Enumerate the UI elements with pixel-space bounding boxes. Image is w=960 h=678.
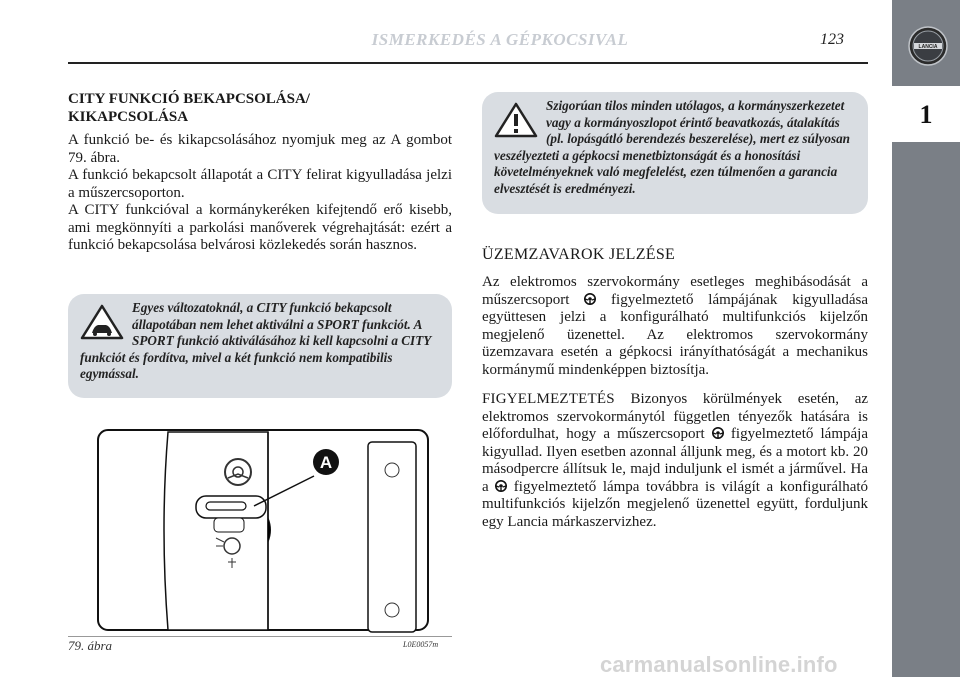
warning-triangle-icon: [494, 102, 538, 138]
note-box: Egyes változatoknál, a CITY funkció bekapcsolt állapotában nem lehet aktiválni a SPORT funkciót. A SPORT funkció aktiválásához ki kell kapcsolni a CITY funkciót és fordítva, mivel a két funkció nem kompatibilis egymással.: [68, 294, 452, 398]
lancia-logo-icon: [908, 26, 948, 66]
header-rule: [68, 62, 868, 64]
paragraph: Az elektromos szervokormány esetleges meghibásodását a műszercsoport figyelmeztető lámpájának kigyulladása együttesen jelzi a konfigurálható multifunkciós kijelzőn megjelenő üzenettel. Az elektromos szervokormány üzemzavara esetén a gépkocsi irányíthatóságát a mechanikus kormánymű mindenképpen biztosítja.: [482, 274, 869, 378]
figure-79: [68, 418, 452, 634]
left-column: [68, 90, 452, 255]
paragraph: A funkció be- és kikapcsolásához nyomjuk meg az A gombot 79. ábra.: [68, 132, 452, 166]
figure-rule: [68, 636, 452, 637]
page-number: 123: [820, 31, 844, 48]
svg-text:LANCIA: LANCIA: [918, 44, 938, 50]
steering-warning-icon: [495, 480, 507, 492]
paragraph: FIGYELMEZTETÉS Bizonyos körülmények esetén, az elektromos szervokormánytól független tényezők hatására is előfordulhat, hogy a műszercsoport figyelmeztető lámpája kigyullad. Ilyen esetben azonnal álljunk meg, és a motort kb. 20 másodpercre állítsuk le, majd induljunk el ismét a járművel. Ha a figyelmeztető lámpa továbbra is világít a konfigurálható multifunkciós kijelzőn megjelenő üzenettel együtt, forduljunk egy Lancia márkaszervizhez.: [482, 391, 869, 530]
section-heading-city: CITY FUNKCIÓ BEKAPCSOLÁSA/ KIKAPCSOLÁSA: [68, 91, 310, 125]
right-column: [482, 246, 868, 531]
running-header: ISMERKEDÉS A GÉPKOCSIVAL: [371, 30, 629, 49]
watermark: carmanualsonline.info: [600, 652, 838, 677]
steering-warning-icon: [584, 293, 596, 305]
paragraph: A CITY funkcióval a kormánykeréken kifejtendő erő kisebb, ami megkönnyíti a parkolási manőverek végrehajtását: ezért a funkció bekapcsolása belvárosi közlekedés során hasznos.: [68, 202, 452, 253]
chapter-sidebar: [892, 0, 960, 677]
paragraph: A funkció bekapcsolt állapotát a CITY felirat kigyulladása jelzi a műszercsoporton.: [68, 167, 452, 201]
figure-caption: 79. ábra: [68, 638, 113, 653]
svg-text:A: A: [319, 453, 333, 472]
steering-warning-icon: [712, 427, 724, 439]
figure-code: L0E0057m: [403, 640, 439, 649]
car-caution-icon: [80, 304, 124, 340]
warning-box: Szigorúan tilos minden utólagos, a kormányszerkezetet vagy a kormányoszlopot érintő beavatkozás, átalakítás (pl. lopásgátló berendezés beszerelése), mert ez súlyosan veszélyezteti a gépkocsi menetbiztonságát és a honosítási követelményeknek való megfelelést, ezen túlmenően a garancia elvesztését is eredményezi.: [482, 92, 868, 214]
chapter-number: 1: [919, 100, 933, 129]
section-heading-faults: ÜZEMZAVAROK JELZÉSE: [482, 246, 676, 263]
